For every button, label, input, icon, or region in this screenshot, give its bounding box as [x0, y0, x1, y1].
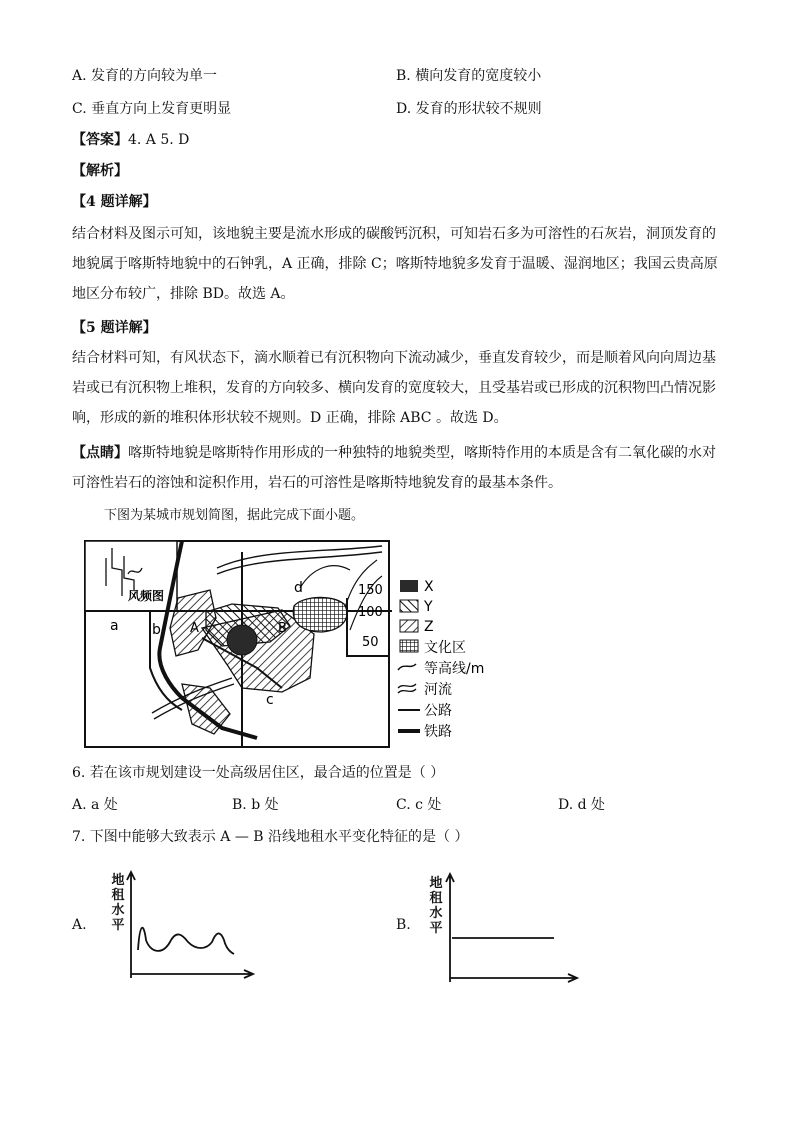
- place-b-upper: B: [278, 621, 287, 636]
- option-b: B. 横向发育的宽度较小: [396, 68, 542, 84]
- tip-line-1: [72, 438, 722, 468]
- detail-5-body: [72, 343, 722, 433]
- legend-culture-swatch: [400, 640, 418, 652]
- legend-culture-label: 文化区: [424, 640, 466, 656]
- q6-stem: 6. 若在该市规划建设一处高级居住区，最合适的位置是（ ）: [72, 765, 445, 781]
- contour-label-50: 50: [362, 635, 379, 650]
- chart-b-ylabel: [428, 876, 444, 936]
- detail-4-body: [72, 219, 722, 309]
- q7-option-a-label: A.: [72, 917, 87, 933]
- chart-b-y-axis: [446, 874, 454, 982]
- chart-a-curve: [138, 928, 234, 954]
- chart-b: [444, 872, 580, 984]
- legend-x-label: X: [424, 579, 434, 595]
- tip-line-2: 可溶性岩石的溶蚀和淀积作用，岩石的可溶性是喀斯特地貌发育的最基本条件。: [72, 475, 562, 491]
- detail-4-line: 结合材料及图示可知，该地貌主要是流水形成的碳酸钙沉积，可知岩石多为可溶性的石灰岩，洞顶发育的: [72, 226, 716, 242]
- tip-label: 【点睛】: [72, 445, 128, 461]
- q6-option-c: C. c 处: [396, 797, 442, 813]
- contour-label-150: 150: [358, 583, 383, 598]
- option-d: D. 发育的形状较不规则: [396, 101, 542, 117]
- legend-road-label: 公路: [424, 703, 452, 719]
- place-c: c: [266, 692, 274, 708]
- legend-y-label: Y: [424, 599, 433, 615]
- legend-y-swatch: [400, 600, 418, 612]
- legend-river-icon: [398, 684, 416, 693]
- detail-5-title: 【5 题详解】: [72, 320, 157, 336]
- map-legend: [398, 579, 484, 740]
- answer-value: 4. A 5. D: [128, 132, 190, 148]
- intro-text: 下图为某城市规划简图，据此完成下面小题。: [104, 508, 365, 523]
- contour-label-100: 100: [358, 605, 383, 620]
- detail-4-line: 地貌属于喀斯特地貌中的石钟乳，A 正确，排除 C；喀斯特地貌多发育于温暖、湿润地区；我国云贵高原: [72, 256, 718, 272]
- ylabel-char: 平: [429, 921, 443, 936]
- chart-a-ylabel: [110, 873, 126, 933]
- q6-option-a: A. a 处: [72, 797, 118, 813]
- answer-line: [72, 130, 189, 150]
- place-d: d: [294, 580, 303, 596]
- ylabel-char: 地: [429, 876, 443, 891]
- tip-text-1: 喀斯特地貌是喀斯特作用形成的一种独特的地貌类型，喀斯特作用的本质是含有二氧化碳的水对: [128, 445, 716, 461]
- detail-5-line: 岩或已有沉积物上堆积，发育的方向较多、横向发育的宽度较大，且受基岩或已形成的沉积物凹凸情况影: [72, 380, 716, 396]
- ylabel-char: 租: [429, 891, 443, 906]
- zone-x-centre: [227, 625, 257, 655]
- ylabel-char: 租: [111, 888, 125, 903]
- wind-label: 风频图: [128, 589, 165, 603]
- place-b: b: [152, 622, 161, 638]
- option-c: C. 垂直方向上发育更明显: [72, 101, 232, 117]
- detail-4-title: 【4 题详解】: [72, 194, 157, 210]
- legend-contour-label: 等高线/m: [424, 661, 485, 677]
- ylabel-char: 水: [111, 903, 125, 918]
- zone-culture: [293, 597, 347, 632]
- legend-z-label: Z: [424, 619, 434, 635]
- q7-stem: 7. 下图中能够大致表示 A — B 沿线地租水平变化特征的是（ ）: [72, 829, 469, 845]
- chart-a-y-axis: [127, 872, 135, 978]
- city-plan-map: [82, 538, 502, 750]
- legend-z-swatch: [400, 620, 418, 632]
- chart-a: [126, 870, 256, 980]
- detail-5-line: 响，形成的新的堆积体形状较不规则。D 正确，排除 ABC 。故选 D。: [72, 410, 508, 426]
- place-a: a: [110, 618, 119, 634]
- q6-option-b: B. b 处: [232, 797, 279, 813]
- legend-contour-icon: [398, 664, 416, 670]
- detail-4-line: 地区分布较广，排除 BD。故选 A。: [72, 286, 295, 302]
- ylabel-char: 地: [111, 873, 125, 888]
- ylabel-char: 平: [111, 918, 125, 933]
- q7-option-b-label: B.: [396, 917, 411, 933]
- option-a: A. 发育的方向较为单一: [72, 68, 218, 84]
- answer-label: 【答案】: [72, 132, 128, 148]
- ylabel-char: 水: [429, 906, 443, 921]
- chart-a-x-axis: [131, 970, 253, 978]
- q6-option-d: D. d 处: [558, 797, 606, 813]
- legend-rail-label: 铁路: [424, 724, 452, 740]
- tip-block: [72, 438, 722, 498]
- analysis-label: 【解析】: [72, 163, 128, 179]
- legend-x-swatch: [400, 580, 418, 592]
- legend-river-label: 河流: [424, 682, 452, 698]
- place-a-upper: A: [190, 621, 199, 636]
- chart-b-x-axis: [450, 974, 577, 982]
- detail-5-line: 结合材料可知，有风状态下，滴水顺着已有沉积物向下流动减少，垂直发育较少，而是顺着风向向周边基: [72, 350, 716, 366]
